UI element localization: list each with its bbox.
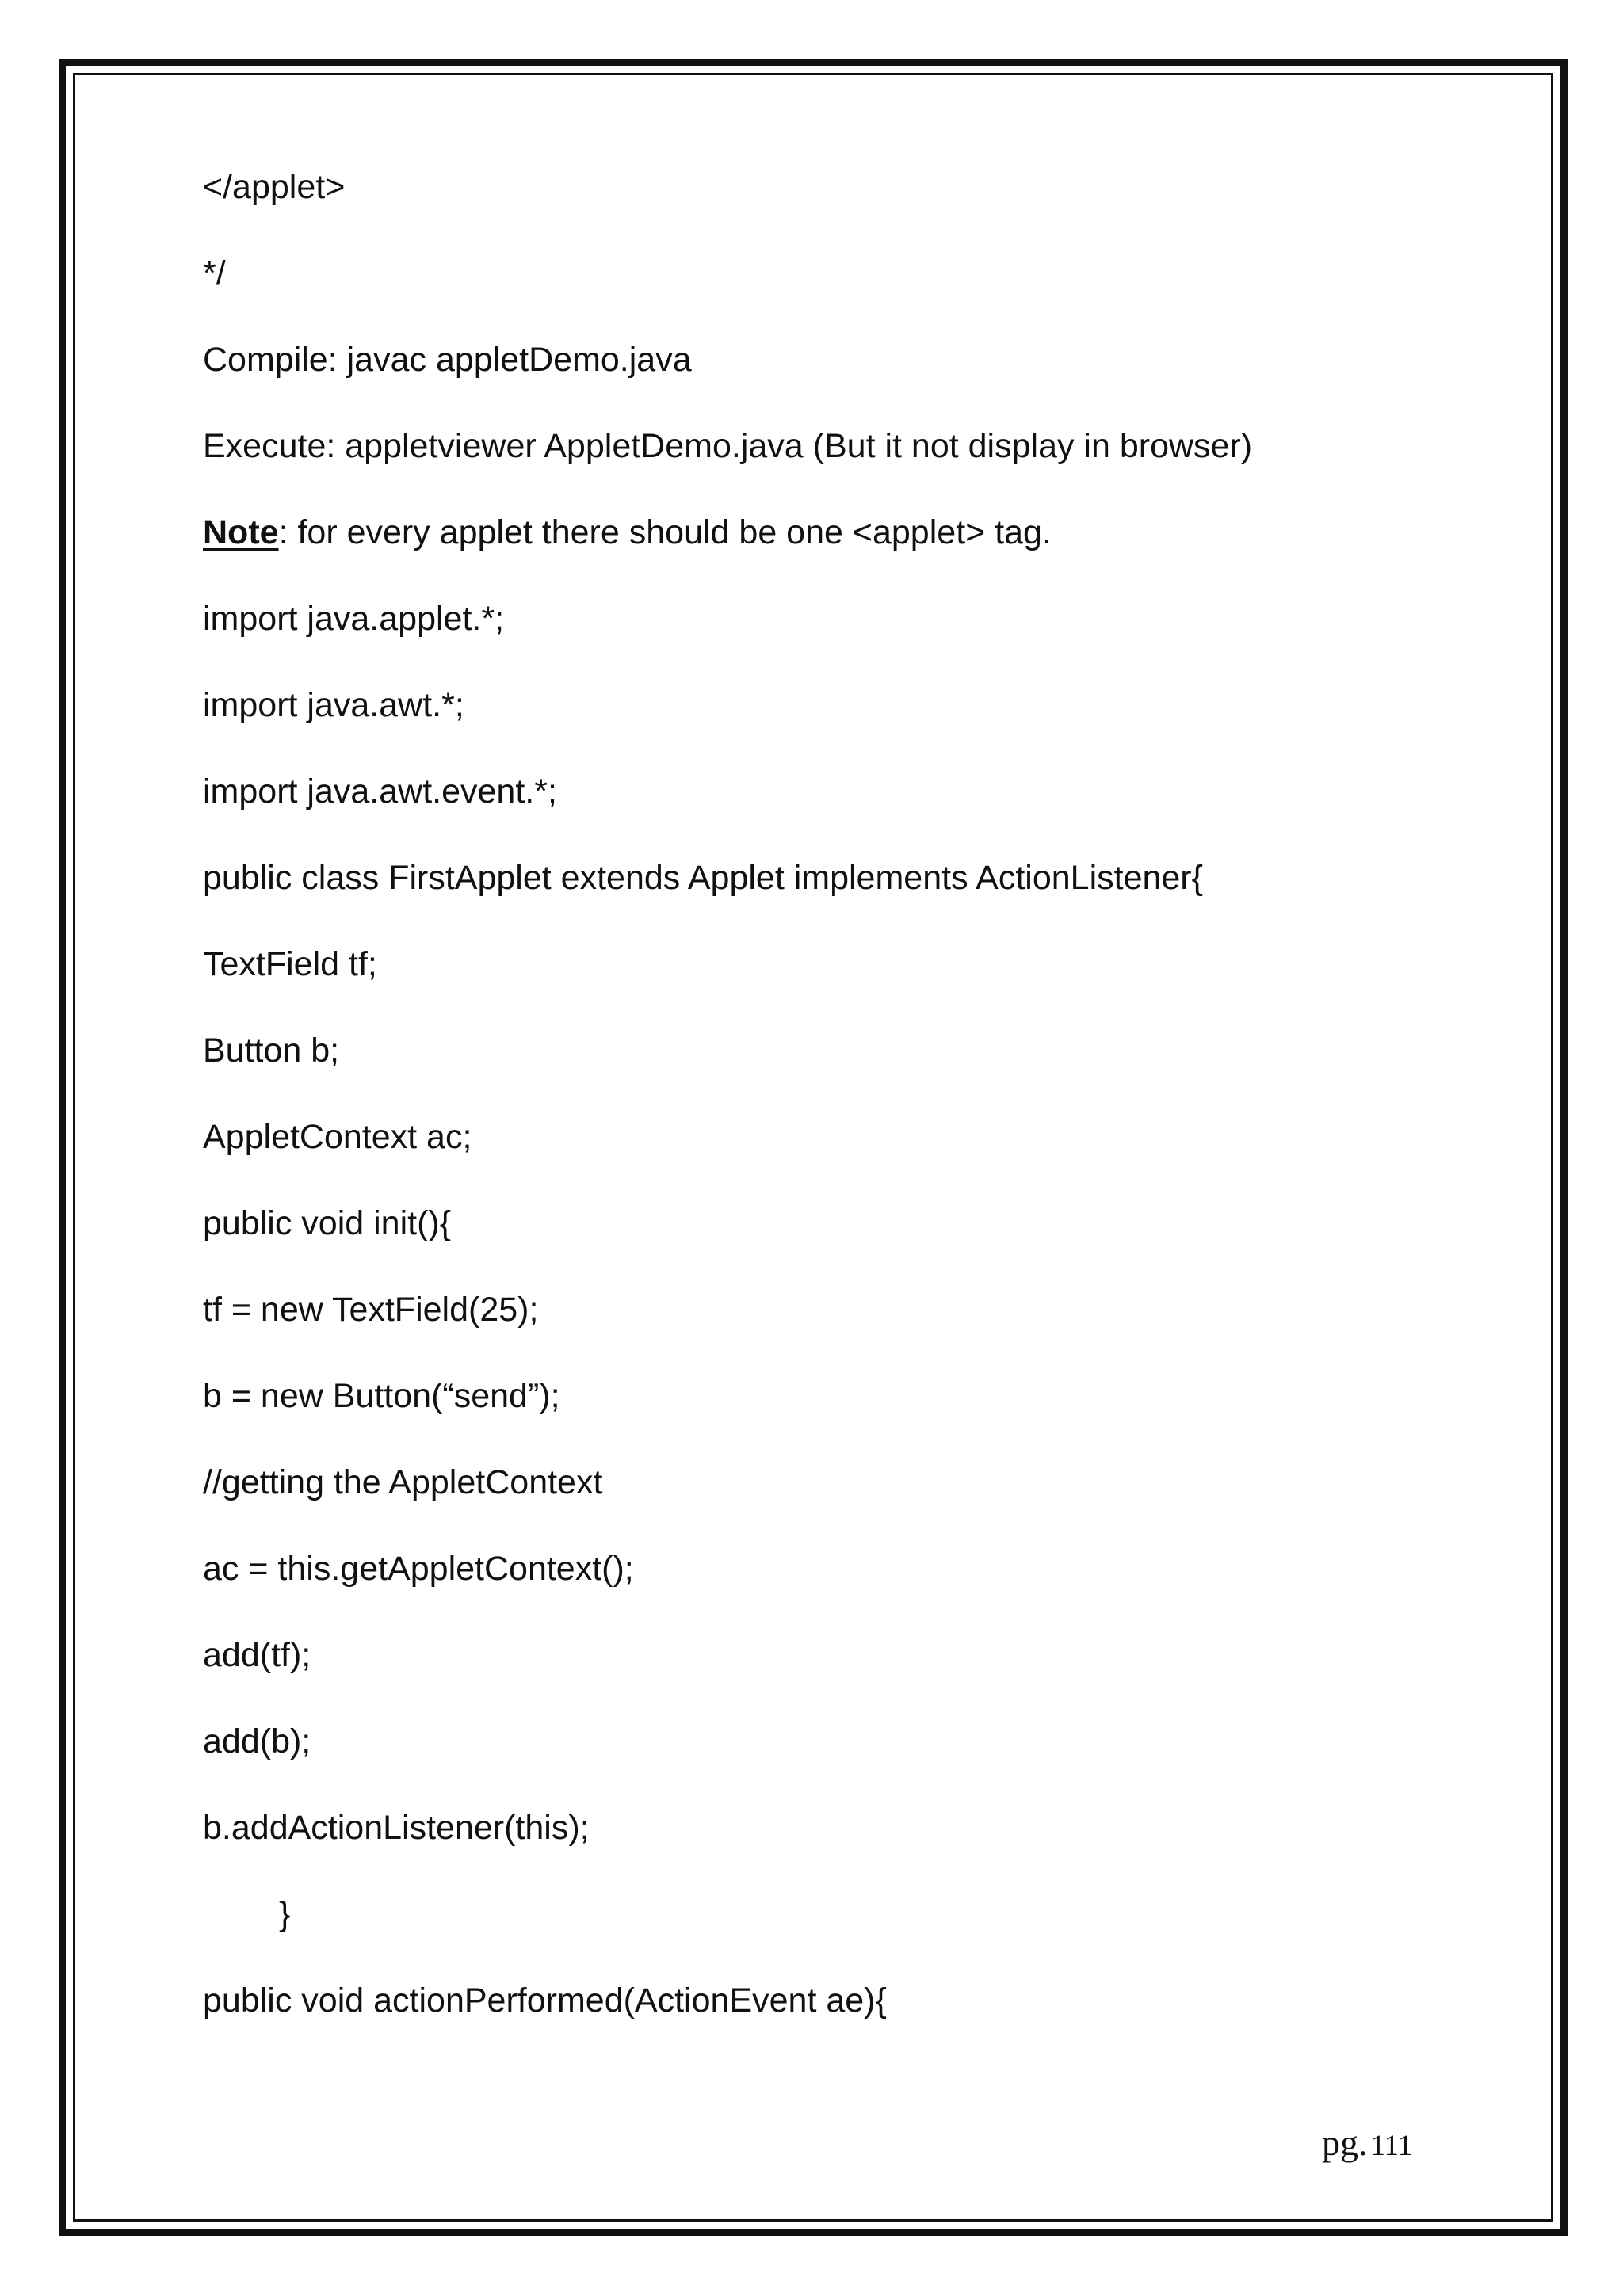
code-line: import java.awt.*;	[203, 686, 464, 724]
code-line: add(b);	[203, 1722, 311, 1760]
note-text: : for every applet there should be one <applet> tag.	[278, 513, 1052, 551]
text-line: </applet>	[203, 168, 346, 206]
code-line: TextField tf;	[203, 945, 377, 983]
code-line: }	[279, 1895, 291, 1933]
code-line: b.addActionListener(this);	[203, 1809, 590, 1847]
text-line: */	[203, 254, 226, 292]
code-comment-line: //getting the AppletContext	[203, 1463, 603, 1501]
code-line: import java.applet.*;	[203, 600, 505, 638]
code-line: public void init(){	[203, 1204, 452, 1242]
note-label: Note	[203, 513, 279, 551]
code-line: add(tf);	[203, 1636, 311, 1674]
note-line	[203, 510, 1052, 555]
code-line: tf = new TextField(25);	[203, 1291, 539, 1329]
code-line: Button b;	[203, 1032, 340, 1070]
code-line: import java.awt.event.*;	[203, 772, 557, 810]
code-line: ac = this.getAppletContext();	[203, 1550, 634, 1588]
page-number-prefix: pg.	[1322, 2122, 1368, 2163]
text-line: Compile: javac appletDemo.java	[203, 341, 692, 379]
code-line: public void actionPerformed(ActionEvent ae){	[203, 1981, 887, 2019]
code-line: public class FirstApplet extends Applet implements ActionListener{	[203, 859, 1203, 897]
text-line: Execute: appletviewer AppletDemo.java (But it not display in browser)	[203, 427, 1253, 465]
page-number-value: 111	[1370, 2130, 1413, 2162]
code-line: b = new Button(“send”);	[203, 1377, 560, 1415]
page-number	[1322, 2122, 1412, 2164]
code-line: AppletContext ac;	[203, 1118, 472, 1156]
